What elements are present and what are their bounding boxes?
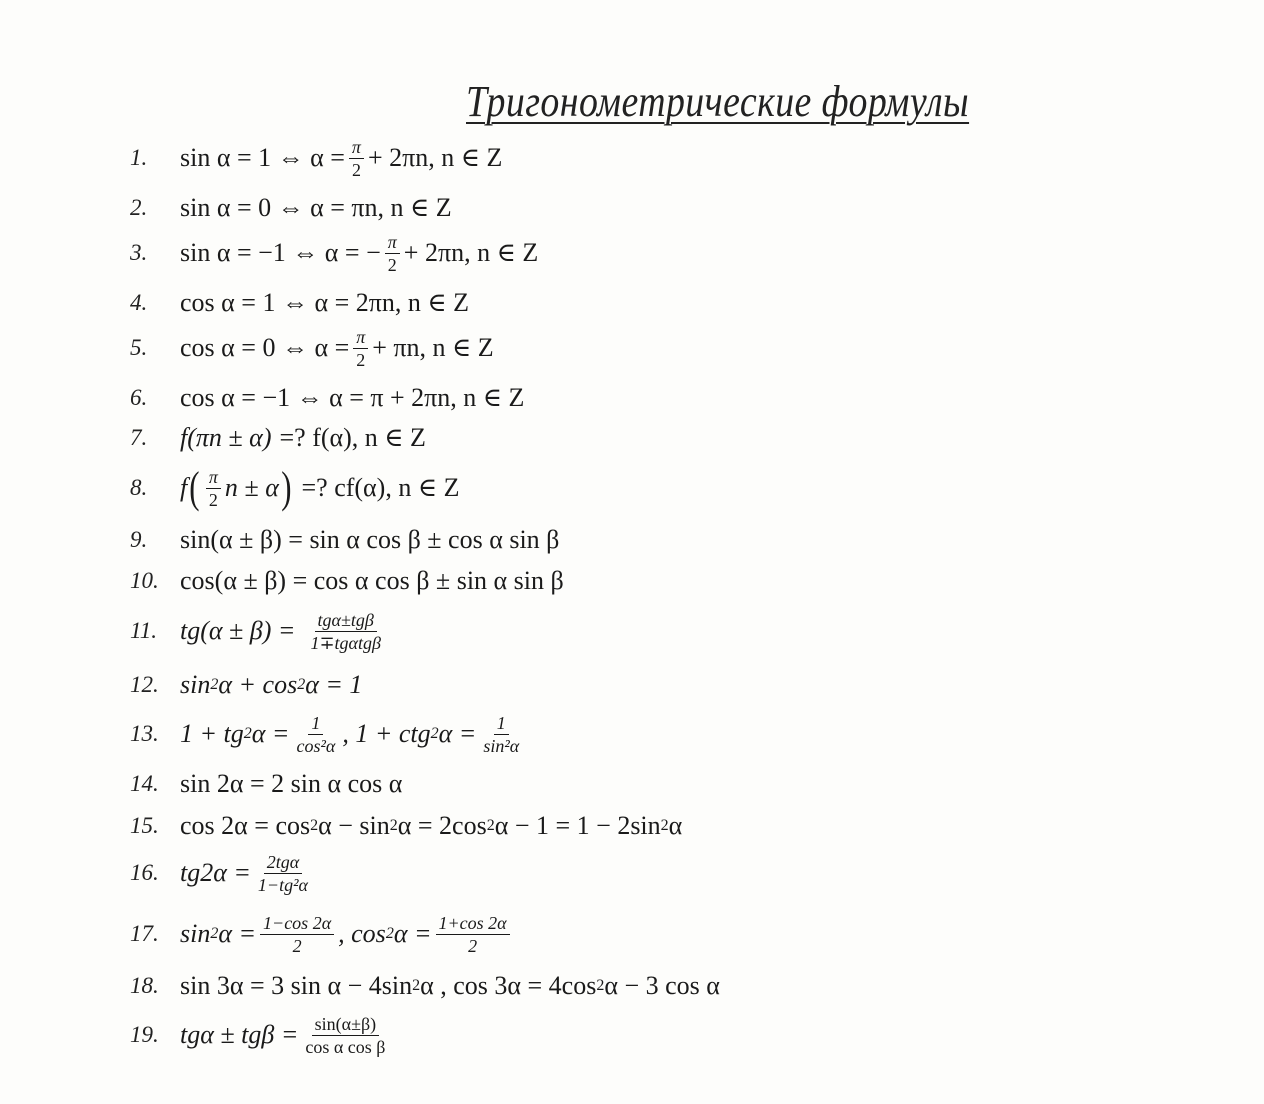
fraction: [349, 138, 364, 179]
formula-text: + 2πn, n ∈ Z: [403, 238, 539, 267]
formula-text: =? f(α), n ∈ Z: [279, 423, 426, 452]
formula-7: [180, 423, 426, 453]
formula-text: sin α = 0 ⇔ α = πn, n ∈ Z: [180, 193, 452, 222]
formula-text: tgα ± tgβ =: [180, 1020, 299, 1049]
formula-12: sin 2 α + cos 2 α = 1: [180, 670, 363, 699]
page-title: Тригонометрические формулы: [466, 77, 970, 126]
numerator: tgα±tgβ: [315, 611, 377, 632]
formula-text: , cos: [338, 919, 386, 948]
formula-15: cos 2α = cos 2 α − sin 2 α = 2cos 2 α − 1 = 1 − 2sin 2 α: [180, 811, 683, 840]
formula-14: [180, 769, 402, 799]
numerator: π: [206, 468, 221, 489]
formula-8: [180, 463, 460, 512]
fraction: [255, 853, 311, 894]
denominator: 2: [356, 349, 366, 370]
formula-text: sin α = −1 ⇔ α = −: [180, 238, 381, 267]
formula-number: 16.: [130, 860, 159, 885]
left-paren: (: [189, 463, 200, 512]
formula-9: [180, 525, 559, 555]
formula-text: α + cos: [218, 670, 298, 699]
formula-text: α =: [251, 719, 290, 748]
formula-text: sin: [180, 670, 211, 699]
numerator: 1−cos 2α: [260, 914, 334, 935]
formula-6: [180, 383, 524, 413]
fraction: [260, 914, 334, 955]
formula-text: α = 2cos: [397, 811, 487, 840]
numerator: 1: [494, 714, 509, 735]
formula-number: 2.: [130, 195, 148, 220]
formula-number: 7.: [130, 425, 148, 450]
formula-text: sin 2α = 2 sin α cos α: [180, 769, 403, 798]
formula-text: cos α = −1 ⇔ α = π + 2πn, n ∈ Z: [180, 383, 525, 412]
formula-19: [180, 1015, 392, 1056]
formula-text: + 2πn, n ∈ Z: [367, 143, 503, 172]
numerator: 1: [308, 714, 323, 735]
formula-text: cos α = 1 ⇔ α = 2πn, n ∈ Z: [180, 288, 469, 317]
formula-17: sin 2 α = $\frac{1-\cos 2\alpha}{2}$ , cos 2 α = $\frac{1+\cos 2\alpha}{2}$: [180, 914, 514, 955]
denominator: cos²α: [296, 735, 336, 756]
formula-text: + πn, n ∈ Z: [372, 333, 494, 362]
formula-text: tg(α ± β) =: [180, 616, 296, 645]
formula-text: α , cos 3α = 4cos: [420, 971, 597, 1000]
formula-text: α =: [218, 919, 257, 948]
formula-text: α: [668, 811, 683, 840]
formula-text: sin(α ± β) = sin α cos β ± cos α sin β: [180, 525, 560, 554]
formula-text: α = 1: [305, 670, 363, 699]
fraction: [293, 714, 338, 755]
denominator: 2: [387, 254, 397, 275]
formula-text: α =: [393, 919, 432, 948]
formula-number: 15.: [130, 813, 159, 838]
numerator: π: [349, 138, 364, 159]
formula-number: 18.: [130, 973, 159, 998]
formula-number: 6.: [130, 385, 148, 410]
formula-text: cos α = 0 ⇔ α =: [180, 333, 350, 362]
denominator: 2: [351, 159, 361, 180]
fraction: [302, 1015, 388, 1056]
formula-number: 9.: [130, 527, 148, 552]
formula-text: f(πn ± α): [180, 423, 272, 452]
denominator: 2: [468, 935, 478, 956]
formula-text: α − 3 cos α: [604, 971, 720, 1000]
formula-text: 1 + tg: [180, 719, 244, 748]
fraction: [206, 468, 221, 509]
denominator: 2: [292, 935, 302, 956]
fraction: [436, 914, 510, 955]
formula-text: α =: [438, 719, 477, 748]
formula-13: 1 + tg 2 α = $\frac{1}{\text{cos²α}}$ , 1 + ctg 2 α = $\frac{1}{\text{sin²α}}$: [180, 714, 526, 755]
numerator: π: [385, 233, 400, 254]
formula-number: 14.: [130, 771, 159, 796]
formula-1: [180, 138, 502, 179]
denominator: cos α cos β: [305, 1036, 386, 1057]
fraction: [385, 233, 400, 274]
formula-16: [180, 853, 315, 894]
formula-number: 12.: [130, 672, 159, 697]
fraction: [480, 714, 522, 755]
formula-11: [180, 611, 388, 652]
fraction: [307, 611, 384, 652]
denominator: sin²α: [483, 735, 520, 756]
formula-number: 13.: [130, 721, 159, 746]
formula-2: [180, 193, 452, 223]
formula-text: cos(α ± β) = cos α cos β ± sin α sin β: [180, 566, 564, 595]
formula-number: 4.: [130, 290, 148, 315]
numerator: 1+cos 2α: [436, 914, 510, 935]
right-paren: ): [281, 463, 292, 512]
denominator: 2: [208, 489, 218, 510]
formula-18: sin 3α = 3 sin α − 4sin 2 α , cos 3α = 4cos 2 α − 3 cos α: [180, 971, 720, 1000]
formula-text: α − sin: [318, 811, 390, 840]
formula-text: n ± α: [224, 473, 279, 502]
numerator: 2tgα: [264, 853, 302, 874]
formula-number: 8.: [130, 475, 148, 500]
formula-number: 19.: [130, 1022, 159, 1047]
fraction: [353, 328, 368, 369]
formula-text: tg2α =: [180, 858, 251, 887]
denominator: 1−tg²α: [257, 874, 308, 895]
formula-text: , 1 + ctg: [342, 719, 431, 748]
formula-text: sin 3α = 3 sin α − 4sin: [180, 971, 413, 1000]
formula-text: =? cf(α), n ∈ Z: [301, 473, 460, 502]
formula-text: α − 1 = 1 − 2sin: [494, 811, 661, 840]
formula-number: 11.: [130, 618, 158, 643]
numerator: sin(α±β): [312, 1015, 379, 1036]
formula-number: 5.: [130, 335, 148, 360]
formula-10: [180, 566, 564, 596]
formula-number: 10.: [130, 568, 159, 593]
formula-text: sin α = 1 ⇔ α =: [180, 143, 345, 172]
formula-5: [180, 328, 494, 369]
formula-text: f: [180, 473, 188, 502]
numerator: π: [353, 328, 368, 349]
formula-text: sin: [180, 919, 211, 948]
formula-4: [180, 288, 469, 318]
denominator: 1∓tgαtgβ: [310, 632, 381, 653]
formula-number: 3.: [130, 240, 148, 265]
formula-number: 1.: [130, 145, 148, 170]
formula-number: 17.: [130, 921, 159, 946]
formula-3: [180, 233, 538, 274]
formula-text: cos 2α = cos: [180, 811, 311, 840]
